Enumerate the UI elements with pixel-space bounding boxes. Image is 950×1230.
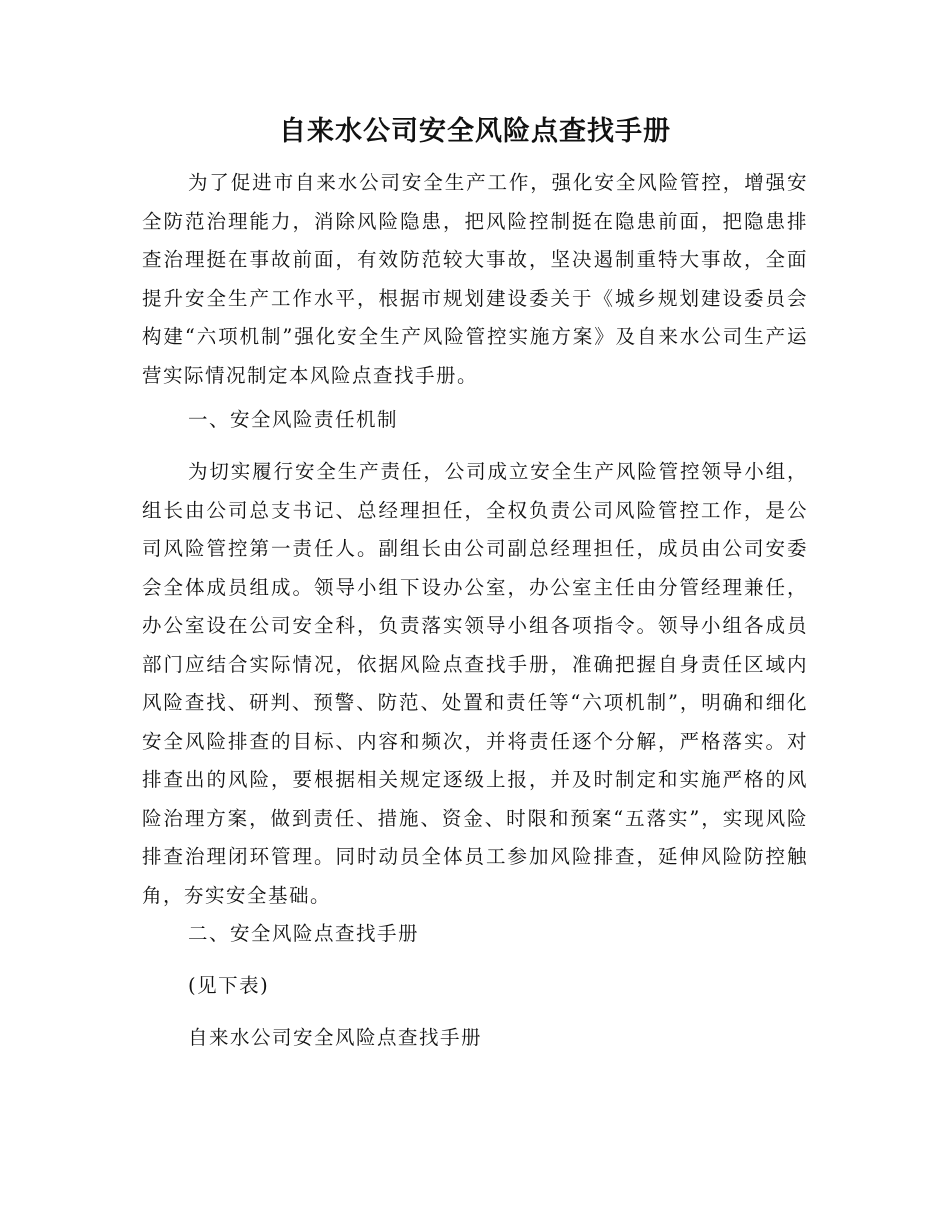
section-heading-manual: 二、安全风险点查找手册 xyxy=(188,922,420,945)
document-title: 自来水公司安全风险点查找手册 xyxy=(279,116,671,147)
table-caption: 自来水公司安全风险点查找手册 xyxy=(188,1026,483,1049)
section-heading-responsibility: 一、安全风险责任机制 xyxy=(188,408,399,431)
see-below-note: (见下表) xyxy=(188,974,270,997)
responsibility-paragraph: 为切实履行安全生产责任，公司成立安全生产风险管控领导小组，组长由公司总支书记、总经理担任，全权负责公司风险管控工作，是公司风险管控第一责任人。副组长由公司副总经理担任，成员由公司安委会全体成员组成。领导小组下设办公室，办公室主任由分管经理兼任，办公室设在公司安全科，负责落实领导小组各项指令。领导小组各成员部门应结合实际情况，依据风险点查找手册，准确把握自身责任区域内风险查找、研判、预警、防范、处置和责任等“六项机制”，明确和细化安全风险排查的目标、内容和频次，并将责任逐个分解，严格落实。对排查出的风险，要根据相关规定逐级上报，并及时制定和实施严格的风险治理方案，做到责任、措施、资金、时限和预案“五落实”，实现风险排查治理闭环管理。同时动员全体员工参加风险排查，延伸风险防控触角，夯实安全基础。 xyxy=(142,460,808,907)
intro-paragraph: 为了促进市自来水公司安全生产工作，强化安全风险管控，增强安全防范治理能力，消除风险隐患，把风险控制挺在隐患前面，把隐患排查治理挺在事故前面，有效防范较大事故，坚决遏制重特大事故，全面提升安全生产工作水平，根据市规划建设委关于《城乡规划建设委员会构建“六项机制”强化安全生产风险管控实施方案》及自来水公司生产运营实际情况制定本风险点查找手册。 xyxy=(142,171,808,387)
